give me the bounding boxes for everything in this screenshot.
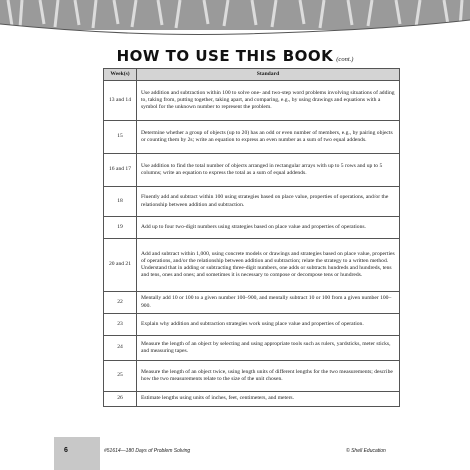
table-row	[104, 239, 400, 292]
standard-cell: Measure the length of an object twice, using length units of different lengths for the two measurements; describe how the two measurements relate to the size of the unit chosen.	[137, 361, 400, 392]
table-row	[104, 292, 400, 314]
week-cell: 20 and 21	[104, 239, 137, 292]
standard-cell: Measure the length of an object by selecting and using appropriate tools such as rulers, yardsticks, meter sticks, and measuring tapes.	[137, 336, 400, 361]
standard-cell: Add and subtract within 1,000, using concrete models or drawings and strategies based on place value, properties of operations, and/or the relationship between addition and subtraction; relate the strategy to a written method. Understand that in adding or subtracting three-digit numbers, one adds or subtracts hundreds and hundreds, tens and tens, ones and ones; and sometimes it is necessary to compose or decompose tens or hundreds.	[137, 239, 400, 292]
table-row	[104, 361, 400, 392]
standard-cell: Fluently add and subtract within 100 using strategies based on place value, properties of operations, and/or the relationship between addition and subtraction.	[137, 187, 400, 217]
week-cell: 13 and 14	[104, 81, 137, 121]
week-cell: 23	[104, 314, 137, 336]
standard-cell: Use addition and subtraction within 100 to solve one- and two-step word problems involving situations of adding to, taking from, putting together, taking apart, and comparing, e.g., by using drawings and equations with a symbol for the unknown number to represent the problem.	[137, 81, 400, 121]
column-header-standard: Standard	[137, 69, 400, 81]
week-cell: 22	[104, 292, 137, 314]
page-heading	[0, 47, 470, 66]
standard-cell: Estimate lengths using units of inches, feet, centimeters, and meters.	[137, 392, 400, 407]
table-row	[104, 336, 400, 361]
table-row	[104, 187, 400, 217]
week-cell: 19	[104, 217, 137, 239]
header-banner	[0, 0, 470, 44]
table-row	[104, 121, 400, 154]
week-cell: 26	[104, 392, 137, 407]
page-title: HOW TO USE THIS BOOK	[116, 47, 334, 65]
standard-cell: Use addition to find the total number of objects arranged in rectangular arrays with up to 5 rows and up to 5 columns; write an equation to express the total as a sum of equal addends.	[137, 154, 400, 187]
standard-cell: Explain why addition and subtraction strategies work using place value and properties of operation.	[137, 314, 400, 336]
page-number: 6	[64, 447, 68, 454]
table-header-row	[104, 69, 400, 81]
page-number-tab	[54, 437, 100, 470]
standards-table	[103, 68, 400, 407]
column-header-weeks: Week(s)	[104, 69, 137, 81]
standard-cell: Determine whether a group of objects (up to 20) has an odd or even number of members, e.g., by pairing objects or counting them by 2s; write an equation to express an even number as a sum of two equal addends.	[137, 121, 400, 154]
book-title-footer: #51614—180 Days of Problem Solving	[104, 448, 191, 454]
table-row	[104, 314, 400, 336]
week-cell: 18	[104, 187, 137, 217]
table-row	[104, 217, 400, 239]
week-cell: 15	[104, 121, 137, 154]
table-row	[104, 392, 400, 407]
table-row	[104, 154, 400, 187]
week-cell: 24	[104, 336, 137, 361]
standard-cell: Mentally add 10 or 100 to a given number 100–900, and mentally subtract 10 or 100 from a given number 100–900.	[137, 292, 400, 314]
page-title-suffix: (cont.)	[336, 56, 354, 63]
publisher-footer: © Shell Education	[346, 448, 386, 454]
table-row	[104, 81, 400, 121]
week-cell: 16 and 17	[104, 154, 137, 187]
week-cell: 25	[104, 361, 137, 392]
chalkboard-banner	[0, 0, 470, 44]
standard-cell: Add up to four two-digit numbers using strategies based on place value and properties of operations.	[137, 217, 400, 239]
